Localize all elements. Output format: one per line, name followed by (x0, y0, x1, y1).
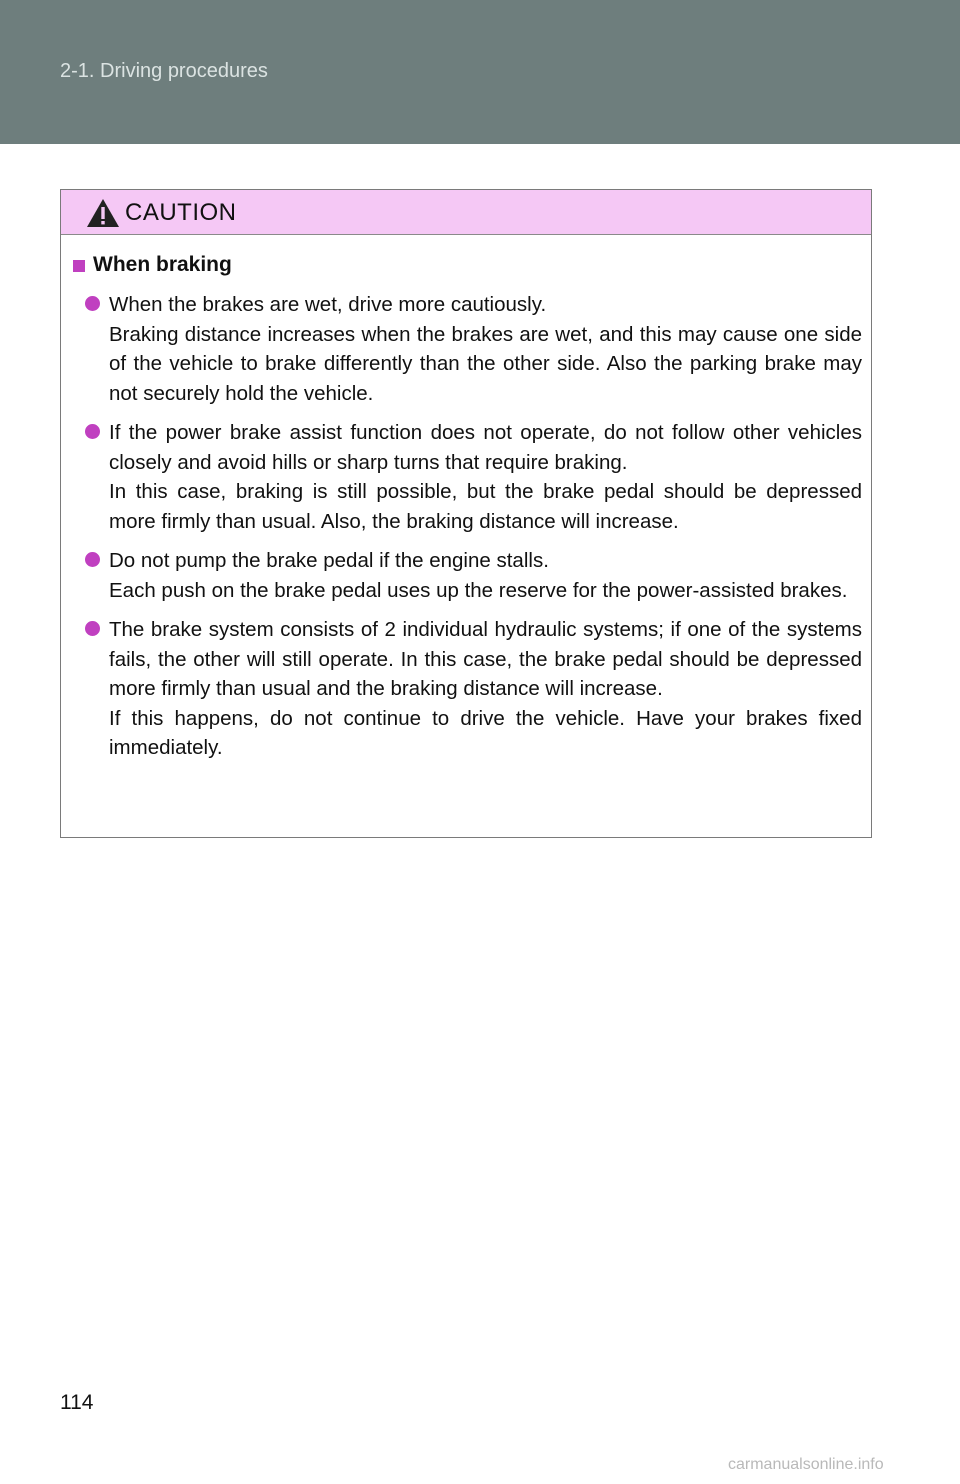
list-item (85, 546, 862, 605)
circle-bullet-icon (85, 621, 100, 636)
page-header (0, 0, 960, 144)
bullet-text: If this happens, do not continue to drive the vehicle. Have your brakes fixed immediately. (109, 706, 862, 759)
section-title-text: When braking (93, 253, 232, 276)
bullet-text: Braking distance increases when the brakes are wet, and this may cause one side of the vehicle to brake differently than the other side. Also the parking brake may not securely hold the vehicle. (109, 322, 862, 405)
bullet-lead: If the power brake assist function does not operate, do not follow other vehicles closely and avoid hills or sharp turns that require braking. (109, 421, 862, 474)
bullet-text: In this case, braking is still possible, but the brake pedal should be depressed more firmly than usual. Also, the braking distance will increase. (109, 480, 862, 533)
bullet-lead: The brake system consists of 2 individual hydraulic systems; if one of the systems fails, the other will still operate. In this case, the brake pedal should be depressed more firmly than usual and the braking distance will increase. (109, 618, 862, 700)
circle-bullet-icon (85, 296, 100, 311)
list-item (85, 290, 862, 408)
list-item (85, 615, 862, 763)
warning-triangle-icon (86, 198, 120, 228)
caution-header (61, 190, 871, 235)
bullet-lead: When the brakes are wet, drive more cautiously. (109, 293, 547, 316)
caution-box (60, 189, 872, 838)
list-item (85, 418, 862, 536)
watermark: carmanualsonline.info (728, 1456, 884, 1473)
caution-label: CAUTION (125, 199, 237, 226)
section-breadcrumb: 2-1. Driving procedures (60, 60, 268, 82)
circle-bullet-icon (85, 424, 100, 439)
caution-list (85, 290, 862, 773)
section-title (73, 253, 232, 277)
square-bullet-icon (73, 260, 85, 272)
bullet-lead: Do not pump the brake pedal if the engine stalls. (109, 549, 549, 572)
bullet-text: Each push on the brake pedal uses up the reserve for the power-assisted brakes. (109, 578, 848, 602)
page-number: 114 (60, 1391, 94, 1414)
circle-bullet-icon (85, 552, 100, 567)
